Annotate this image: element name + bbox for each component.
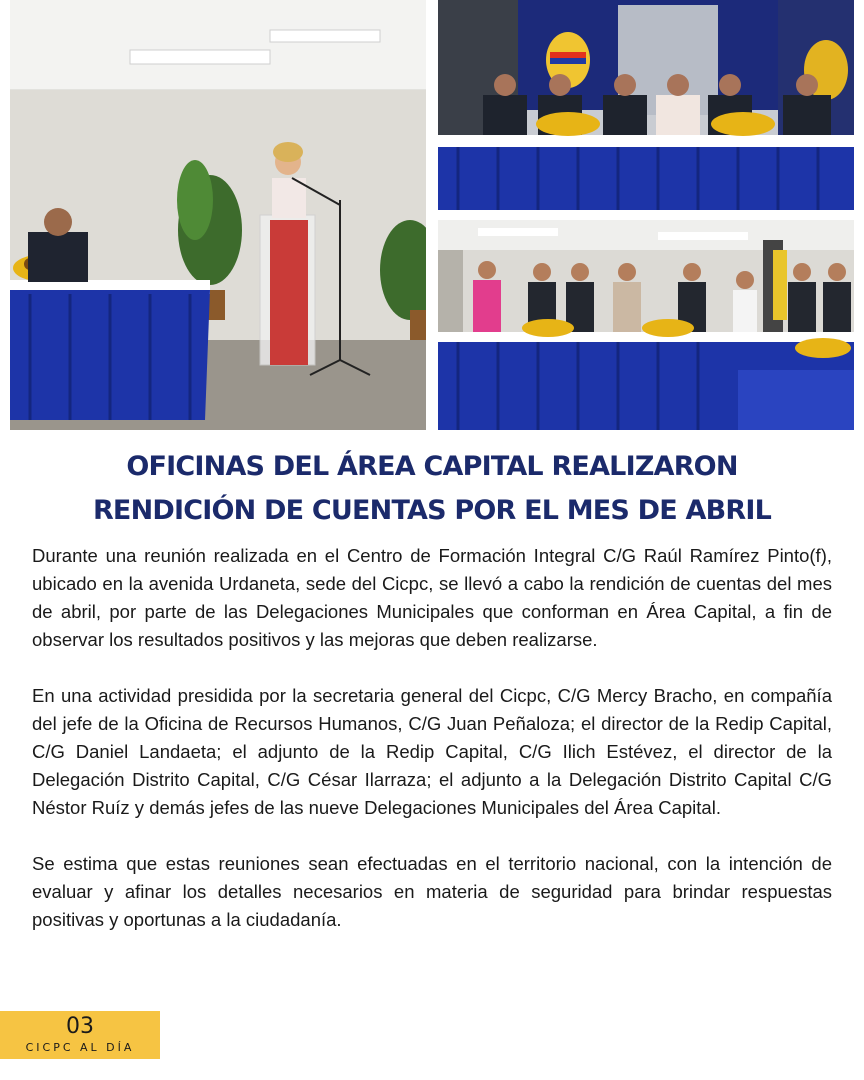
footer-page-badge — [0, 1011, 160, 1059]
headline-line-2: RENDICIÓN DE CUENTAS POR EL MES DE ABRIL — [92, 495, 772, 526]
photo-head-table — [438, 0, 854, 210]
headline-line-1: OFICINAS DEL ÁREA CAPITAL REALIZARON — [126, 451, 738, 482]
article-headline — [20, 445, 844, 533]
paragraph-1: Durante una reunión realizada en el Centro de Formación Integral C/G Raúl Ramírez Pinto(f), ubicado en la avenida Urdaneta, sede del Cicpc, se llevó a cabo la rendición de cuentas del mes de abril, por parte de las Delegaciones Municipales que conforman en Área Capital, a fin de observar los resultados positivos y las mejoras que deben realizarse. — [32, 545, 832, 650]
paragraph-3: Se estima que estas reuniones sean efectuadas en el territorio nacional, con la intención de evaluar y afinar los detalles necesarios en materia de seguridad para brindar respuestas positivas y oportunas a la ciudadanía. — [32, 853, 832, 930]
article-body — [32, 542, 832, 962]
page-number: 03 — [66, 1014, 94, 1039]
paragraph-2: En una actividad presidida por la secretaria general del Cicpc, C/G Mercy Bracho, en compañía del jefe de la Oficina de Recursos Humanos, C/G Juan Peñaloza; el director de la Redip Capital, C/G Daniel Landaeta; el adjunto de la Redip Capital, C/G Ilich Estévez, el director de la Delegación Distrito Capital, C/G César Ilarraza; el adjunto a la Delegación Distrito Capital C/G Néstor Ruíz y demás jefes de las nueve Delegaciones Municipales del Área Capital. — [32, 685, 832, 818]
publication-label: CICPC AL DÍA — [25, 1041, 135, 1054]
photo-speaker-podium — [10, 0, 426, 430]
photo-standing-officials — [438, 220, 854, 430]
